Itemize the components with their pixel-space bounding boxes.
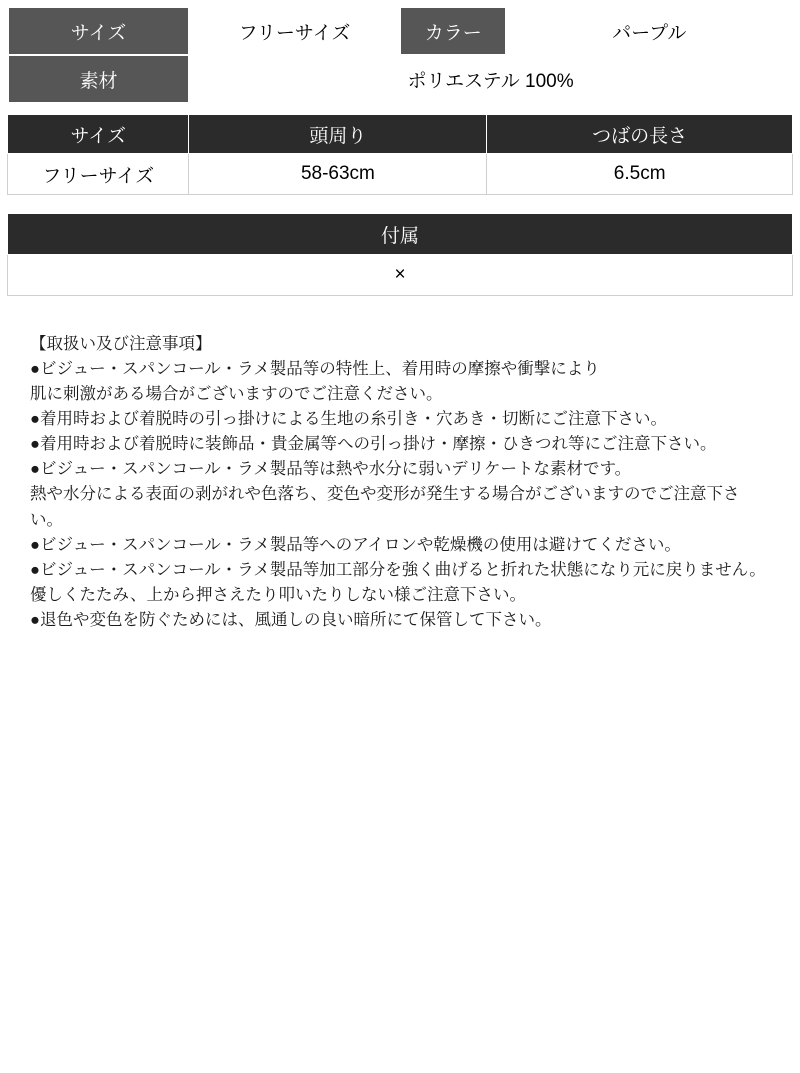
care-instructions-line: ●ビジュー・スパンコール・ラメ製品等の特性上、着用時の摩擦や衝撃により (30, 360, 600, 379)
accessory-header: 付属 (8, 214, 793, 255)
spec-label-material: 素材 (8, 55, 189, 103)
care-instructions-line: ●着用時および着脱時に装飾品・貴金属等への引っ掛け・摩擦・ひきつれ等にご注意下さい。 (30, 435, 717, 454)
care-instructions-line: ●ビジュー・スパンコール・ラメ製品等は熱や水分に弱いデリケートな素材です。 (30, 460, 632, 479)
measurement-header-brim-length: つばの長さ (487, 115, 793, 154)
care-instructions-line: ●着用時および着脱時の引っ掛けによる生地の糸引き・穴あき・切断にご注意下さい。 (30, 410, 667, 429)
table-header-row (8, 214, 793, 255)
care-instructions-line: 優しくたたみ、上から押さえたり叩いたりしない様ご注意下さい。 (30, 585, 526, 604)
care-instructions-line: ●ビジュー・スパンコール・ラメ製品等へのアイロンや乾燥機の使用は避けてください。 (30, 535, 681, 554)
spec-value-material: ポリエステル 100% (189, 55, 792, 103)
spec-value-color: パープル (506, 7, 792, 55)
spec-label-size: サイズ (8, 7, 189, 55)
care-instructions-line: 肌に刺激がある場合がございますのでご注意ください。 (30, 385, 443, 404)
measurement-cell-head-circumference: 58-63cm (189, 154, 487, 195)
table-row (8, 55, 792, 103)
accessory-table (7, 213, 793, 296)
spec-label-color: カラー (400, 7, 506, 55)
measurement-header-head-circumference: 頭周り (189, 115, 487, 154)
measurement-header-size: サイズ (8, 115, 189, 154)
care-instructions (30, 332, 770, 633)
care-instructions-line: ●ビジュー・スパンコール・ラメ製品等加工部分を強く曲げると折れた状態になり元に戻りません。 (30, 560, 766, 579)
product-detail-page (0, 6, 800, 633)
accessory-value: × (8, 255, 793, 296)
table-row (8, 7, 792, 55)
care-instructions-line: 熱や水分による表面の剥がれや色落ち、変色や変形が発生する場合がございますのでご注意下さい。 (30, 485, 740, 529)
table-row (8, 154, 793, 195)
care-instructions-line: ●退色や変色を防ぐためには、風通しの良い暗所にて保管して下さい。 (30, 610, 552, 629)
measurement-cell-size: フリーサイズ (8, 154, 189, 195)
care-instructions-title: 【取扱い及び注意事項】 (30, 335, 212, 353)
spec-table (7, 6, 793, 104)
table-header-row (8, 115, 793, 154)
table-row (8, 255, 793, 296)
measurement-cell-brim-length: 6.5cm (487, 154, 793, 195)
spec-value-size: フリーサイズ (189, 7, 400, 55)
measurement-table (7, 114, 793, 195)
